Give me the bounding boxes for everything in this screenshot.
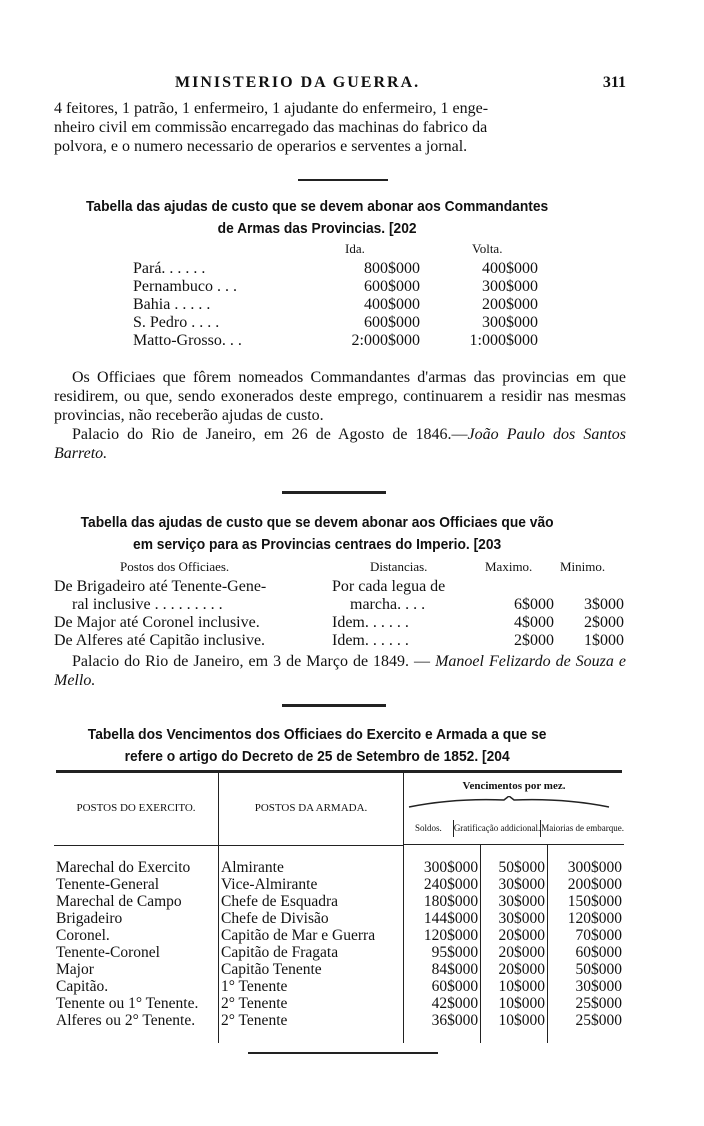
ida-value: 2:000$000 xyxy=(351,332,420,349)
intro-paragraph xyxy=(54,99,626,156)
col-header-maximo: Maximo. xyxy=(485,559,533,574)
table3-title xyxy=(54,724,580,768)
soldo-value: 84$000 xyxy=(404,961,481,978)
col-header-gratificacao: Gratificação addicional. xyxy=(453,820,540,837)
table-row xyxy=(54,876,624,893)
page-number: 311 xyxy=(602,74,626,91)
text-line: 4 feitores, 1 patrão, 1 enfermeiro, 1 ajudante do enfermeiro, 1 enge- xyxy=(54,100,489,117)
volta-value: 300$000 xyxy=(482,314,538,331)
gratificacao-value: 20$000 xyxy=(481,961,548,978)
volta-value: 400$000 xyxy=(482,260,538,277)
divider xyxy=(248,1052,438,1054)
col-header-soldos: Soldos. xyxy=(415,822,442,833)
distancia: Idem. . . . . . xyxy=(332,614,409,631)
posto-armada: 1° Tenente xyxy=(219,978,404,995)
text-line: nheiro civil em commissão encarregado das machinas do fabrico da xyxy=(54,119,488,136)
posto-exercito: Major xyxy=(56,961,94,978)
gratificacao-value: 10$000 xyxy=(481,995,548,1012)
maximo-value: 4$000 xyxy=(514,614,554,631)
soldo-value: 300$000 xyxy=(404,859,481,876)
table-row xyxy=(54,995,624,1012)
maximo-value: 6$000 xyxy=(514,596,554,613)
posto-armada: Chefe de Esquadra xyxy=(219,893,404,910)
group-header: Vencimentos por mez. xyxy=(462,780,566,792)
signature-name: Manoel Felizardo de Souza e Mello. xyxy=(54,653,626,689)
col-header-volta: Volta. xyxy=(472,241,503,256)
soldo-value: 42$000 xyxy=(404,995,481,1012)
text-line: polvora, e o numero necessario de operarios e serventes a jornal. xyxy=(54,138,468,155)
ida-value: 600$000 xyxy=(364,278,420,295)
minimo-value: 3$000 xyxy=(584,596,624,613)
maiorias-value: 25$000 xyxy=(548,995,624,1012)
posto-armada: Capitão de Mar e Guerra xyxy=(219,927,404,944)
minimo-value: 1$000 xyxy=(584,632,624,649)
distancia: Idem. . . . . . xyxy=(332,632,409,649)
gratificacao-value: 30$000 xyxy=(481,876,548,893)
col-header-distancias: Distancias. xyxy=(370,559,428,574)
posto-exercito: Marechal de Campo xyxy=(56,893,182,910)
soldo-value: 95$000 xyxy=(404,944,481,961)
table-row xyxy=(54,961,624,978)
title-line: de Armas das Provincias. [202 xyxy=(217,220,417,237)
posto-armada: Capitão Tenente xyxy=(219,961,404,978)
table2-title xyxy=(54,512,580,556)
table-row xyxy=(54,859,624,876)
volta-value: 1:000$000 xyxy=(469,332,538,349)
maiorias-value: 25$000 xyxy=(548,1012,624,1029)
table-row xyxy=(54,893,624,910)
gratificacao-value: 50$000 xyxy=(481,859,548,876)
signature-place: Palacio do Rio de Janeiro, em 3 de Março de 1849. — xyxy=(72,653,431,670)
table-row xyxy=(54,910,624,927)
ida-value: 800$000 xyxy=(364,260,420,277)
posto-exercito: Tenente ou 1° Tenente. xyxy=(56,995,199,1012)
posto-exercito: Coronel. xyxy=(56,927,110,944)
posto-exercito: Brigadeiro xyxy=(56,910,123,927)
posto-armada: Vice-Almirante xyxy=(219,876,404,893)
posto: De Alferes até Capitão inclusive. xyxy=(54,632,266,649)
posto-exercito: Tenente-General xyxy=(56,876,160,893)
signature-place: Palacio do Rio de Janeiro, em 26 de Agosto de 1846.— xyxy=(72,426,468,443)
table-row xyxy=(54,1012,624,1029)
posto: De Major até Coronel inclusive. xyxy=(54,614,260,631)
vencimentos-header xyxy=(404,772,625,845)
ida-value: 600$000 xyxy=(364,314,420,331)
divider xyxy=(282,704,386,707)
col-header-ida: Ida. xyxy=(345,241,365,256)
table1-note xyxy=(54,368,626,463)
col-header-exercito: POSTOS DO EXERCITO. xyxy=(54,772,219,845)
posto-armada: 2° Tenente xyxy=(219,1012,404,1029)
posto-exercito: Marechal do Exercito xyxy=(56,859,191,876)
signature-name: João Paulo dos Santos Barreto. xyxy=(54,426,627,462)
posto-armada: Chefe de Divisão xyxy=(219,910,404,927)
title-line: Tabella das ajudas de custo que se devem abonar aos Officiaes que vão xyxy=(80,514,554,531)
soldo-value: 60$000 xyxy=(404,978,481,995)
maiorias-value: 60$000 xyxy=(548,944,624,961)
province-name: S. Pedro . . . . xyxy=(133,314,220,331)
gratificacao-value: 10$000 xyxy=(481,978,548,995)
col-header-minimo: Minimo. xyxy=(560,559,606,574)
soldo-value: 180$000 xyxy=(404,893,481,910)
title-line: Tabella dos Vencimentos dos Officiaes do Exercito e Armada a que se xyxy=(87,726,547,743)
distancia: marcha. . . . xyxy=(350,596,426,613)
ida-value: 400$000 xyxy=(364,296,420,313)
posto-armada: 2° Tenente xyxy=(219,995,404,1012)
province-name: Bahia . . . . . xyxy=(133,296,211,313)
brace-icon xyxy=(404,796,614,808)
gratificacao-value: 20$000 xyxy=(481,927,548,944)
minimo-value: 2$000 xyxy=(584,614,624,631)
province-name: Pernambuco . . . xyxy=(133,278,237,295)
posto-armada: Almirante xyxy=(219,859,404,876)
posto-armada: Capitão de Fragata xyxy=(219,944,404,961)
maiorias-value: 200$000 xyxy=(548,876,624,893)
table-row xyxy=(54,978,624,995)
posto: De Brigadeiro até Tenente-Gene- xyxy=(54,578,267,595)
soldo-value: 240$000 xyxy=(404,876,481,893)
gratificacao-value: 20$000 xyxy=(481,944,548,961)
gratificacao-value: 10$000 xyxy=(481,1012,548,1029)
table2 xyxy=(0,558,704,648)
posto: ral inclusive . . . . . . . . . xyxy=(72,596,223,613)
table1-title xyxy=(54,196,580,240)
soldo-value: 36$000 xyxy=(404,1012,481,1029)
maximo-value: 2$000 xyxy=(514,632,554,649)
header-title: MINISTERIO DA GUERRA. xyxy=(175,74,421,91)
maiorias-value: 70$000 xyxy=(548,927,624,944)
province-name: Pará. . . . . . xyxy=(133,260,206,277)
divider xyxy=(298,179,388,181)
vencimentos-table xyxy=(54,772,624,1043)
volta-value: 300$000 xyxy=(482,278,538,295)
divider xyxy=(282,491,386,494)
distancia: Por cada legua de xyxy=(332,578,446,595)
maiorias-value: 150$000 xyxy=(548,893,624,910)
gratificacao-value: 30$000 xyxy=(481,893,548,910)
gratificacao-value: 30$000 xyxy=(481,910,548,927)
soldo-value: 144$000 xyxy=(404,910,481,927)
table-row xyxy=(54,927,624,944)
table-row xyxy=(54,944,624,961)
posto-exercito: Capitão. xyxy=(56,978,109,995)
col-header-armada: POSTOS DA ARMADA. xyxy=(219,772,404,845)
col-header-postos: Postos dos Officiaes. xyxy=(120,559,230,574)
table1 xyxy=(0,240,704,360)
title-line: em serviço para as Provincias centraes do Imperio. [203 xyxy=(133,536,502,553)
soldo-value: 120$000 xyxy=(404,927,481,944)
title-line: Tabella das ajudas de custo que se devem abonar aos Commandantes xyxy=(86,198,549,215)
title-line: refere o artigo do Decreto de 25 de Setembro de 1852. [204 xyxy=(124,748,510,765)
maiorias-value: 120$000 xyxy=(548,910,624,927)
table2-signature xyxy=(54,652,626,690)
volta-value: 200$000 xyxy=(482,296,538,313)
posto-exercito: Alferes ou 2° Tenente. xyxy=(56,1012,196,1029)
maiorias-value: 30$000 xyxy=(548,978,624,995)
col-header-maiorias: Maiorias de embarque. xyxy=(540,820,624,837)
posto-exercito: Tenente-Coronel xyxy=(56,944,160,961)
province-name: Matto-Grosso. . . xyxy=(133,332,242,349)
maiorias-value: 300$000 xyxy=(548,859,624,876)
note-text: Os Officiaes que fôrem nomeados Commandantes d'armas das provincias em que residirem, ou que, sendo exonerados deste emprego, continuarem a residir nas mesmas provincias, não receberão ajudas de custo. xyxy=(54,369,626,424)
maiorias-value: 50$000 xyxy=(548,961,624,978)
